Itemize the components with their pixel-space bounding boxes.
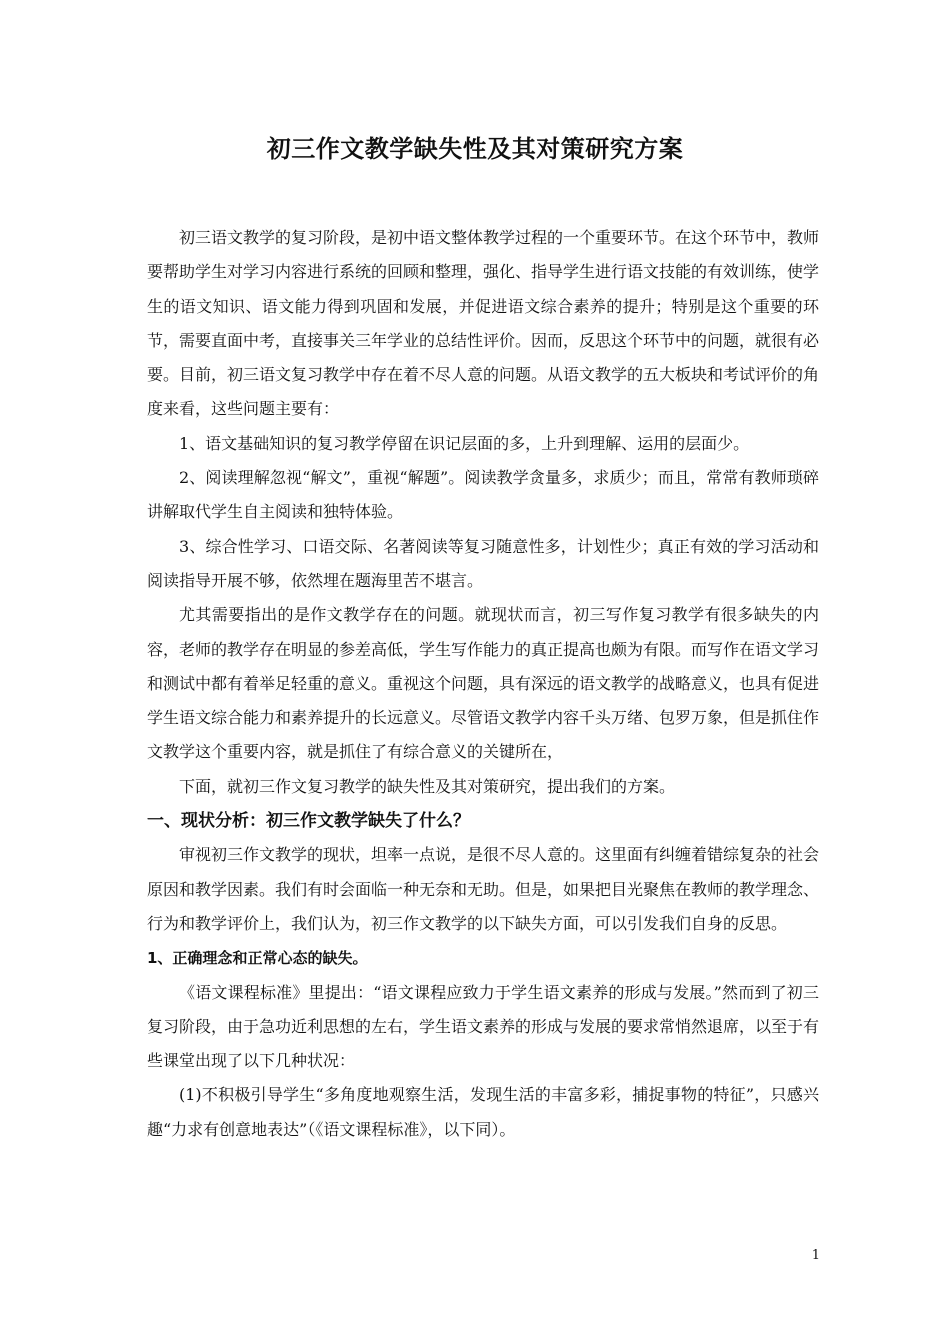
document-title: 初三作文教学缺失性及其对策研究方案 (266, 135, 684, 163)
subsection-1-heading: 1、正确理念和正常心态的缺失。 (147, 949, 368, 968)
problem-item-2: 2、阅读理解忽视“解文”，重视“解题”。阅读教学贪量多，求质少；而且，常常有教师琐碎讲解取代学生自主阅读和独特体验。 (147, 468, 819, 522)
page-number: 1 (811, 1248, 820, 1263)
section-1-heading: 一、现状分析：初三作文教学缺失了什么？ (147, 811, 470, 832)
writing-issue-paragraph: 尤其需要指出的是作文教学存在的问题。就现状而言，初三写作复习教学有很多缺失的内容，老师的教学存在明显的参差高低，学生写作能力的真正提高也颇为有限。而写作在语文学习和测试中都有着举足轻重的意义。重视这个问题，具有深远的语文教学的战略意义，也具有促进学生语文综合能力和素养提升的长远意义。尽管语文教学内容千头万绪、包罗万象，但是抓住作文教学这个重要内容，就是抓住了有综合意义的关键所在， (147, 605, 820, 762)
subsection-1-paragraph: 《语文课程标准》里提出：“语文课程应致力于学生语文素养的形成与发展。”然而到了初三复习阶段，由于急功近利思想的左右，学生语文素养的形成与发展的要求常悄然退席，以至于有些课堂出现了以下几种状况： (147, 982, 820, 1071)
subsection-1-item-1: (1)不积极引导学生“多角度地观察生活，发现生活的丰富多彩，捕捉事物的特征”，只感兴趣“力求有创意地表达”（《语文课程标准》，以下同）。 (147, 1085, 819, 1139)
section-1-paragraph: 审视初三作文教学的现状，坦率一点说，是很不尽人意的。这里面有纠缠着错综复杂的社会原因和教学因素。我们有时会面临一种无奈和无助。但是，如果把目光聚焦在教师的教学理念、行为和教学评价上，我们认为，初三作文教学的以下缺失方面，可以引发我们自身的反思。 (147, 845, 820, 933)
problem-item-3: 3、综合性学习、口语交际、名著阅读等复习随意性多，计划性少；真正有效的学习活动和阅读指导开展不够，依然埋在题海里苦不堪言。 (147, 536, 819, 590)
lead-in-paragraph: 下面，就初三作文复习教学的缺失性及其对策研究，提出我们的方案。 (179, 776, 676, 796)
document-body (147, 221, 819, 1147)
problem-item-1: 1、语文基础知识的复习教学停留在识记层面的多，上升到理解、运用的层面少。 (179, 433, 750, 453)
intro-paragraph: 初三语文教学的复习阶段，是初中语文整体教学过程的一个重要环节。在这个环节中，教师要帮助学生对学习内容进行系统的回顾和整理，强化、指导学生进行语文技能的有效训练，使学生的语文知识、语文能力得到巩固和发展，并促进语文综合素养的提升；特别是这个重要的环节，需要直面中考，直接事关三年学业的总结性评价。因而，反思这个环节中的问题，就很有必要。目前，初三语文复习教学中存在着不尽人意的问题。从语文教学的五大板块和考试评价的角度来看，这些问题主要有： (147, 228, 820, 419)
